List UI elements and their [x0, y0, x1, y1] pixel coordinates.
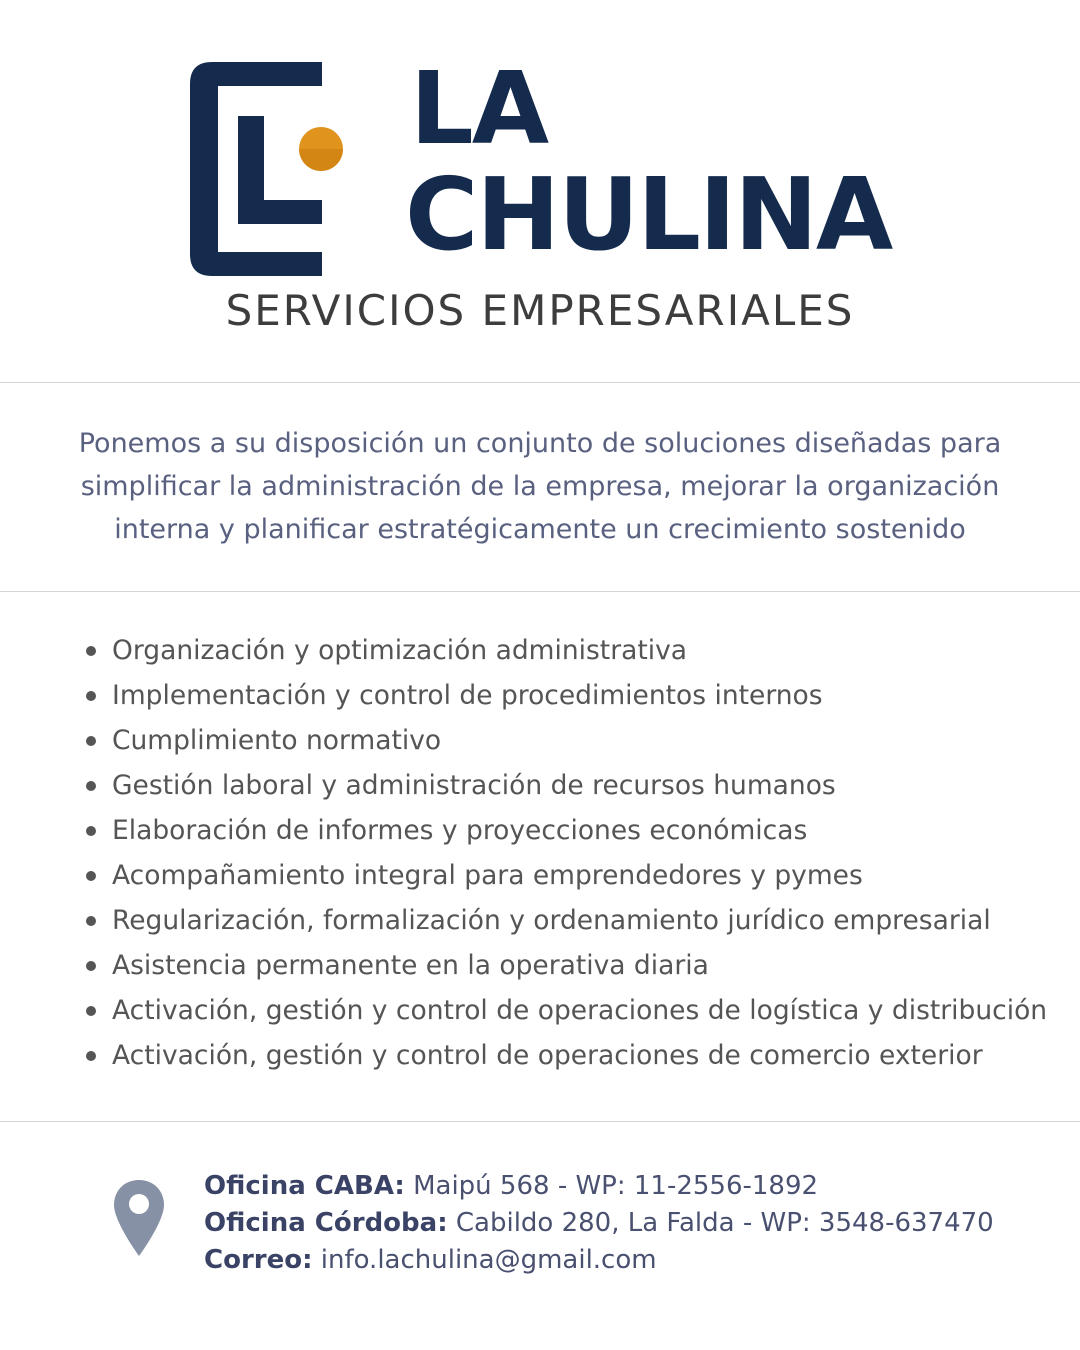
contact-label-caba: Oficina CABA:: [204, 1171, 405, 1201]
contact-row-email: [204, 1242, 994, 1279]
bullet-icon: [86, 781, 96, 791]
divider-top: [0, 382, 1080, 383]
la-chulina-logo-icon: [190, 62, 350, 276]
service-label: Regularización, formalización y ordenamiento jurídico empresarial: [112, 905, 991, 936]
divider-middle: [0, 591, 1080, 592]
service-label: Elaboración de informes y proyecciones económicas: [112, 815, 808, 846]
bullet-icon: [86, 1006, 96, 1016]
contact-value-caba: Maipú 568 - WP: 11-2556-1892: [404, 1171, 819, 1201]
service-label: Acompañamiento integral para emprendedores y pymes: [112, 860, 863, 891]
contact-row-cordoba: [204, 1205, 994, 1242]
brand-name-line2: CHULINA: [405, 156, 892, 273]
list-item: [84, 853, 1047, 898]
list-item: [84, 673, 1047, 718]
bullet-icon: [86, 691, 96, 701]
bullet-icon: [86, 916, 96, 926]
header: [0, 0, 1080, 382]
brand-name-line1: LA: [410, 50, 548, 167]
list-item: [84, 943, 1047, 988]
service-label: Gestión laboral y administración de recursos humanos: [112, 770, 836, 801]
list-item: [84, 628, 1047, 673]
contact-value-email[interactable]: info.lachulina@gmail.com: [312, 1245, 657, 1275]
bullet-icon: [86, 826, 96, 836]
list-item: [84, 718, 1047, 763]
list-item: [84, 898, 1047, 943]
service-label: Activación, gestión y control de operaciones de logística y distribución: [112, 995, 1048, 1026]
bullet-icon: [86, 871, 96, 881]
bullet-icon: [86, 961, 96, 971]
service-label: Organización y optimización administrativa: [112, 635, 688, 666]
services-list: [84, 628, 1047, 1078]
bullet-icon: [86, 646, 96, 656]
intro-paragraph: Ponemos a su disposición un conjunto de soluciones diseñadas para simplificar la administración de la empresa, mejorar la organización interna y planificar estratégicamente un crecimiento sostenido: [78, 428, 1002, 545]
list-item: [84, 808, 1047, 853]
bullet-icon: [86, 736, 96, 746]
location-pin-icon: [112, 1178, 166, 1258]
divider-bottom: [0, 1121, 1080, 1122]
contact-info: [204, 1168, 994, 1279]
service-label: Asistencia permanente en la operativa diaria: [112, 950, 709, 981]
contact-value-cordoba: Cabildo 280, La Falda - WP: 3548-637470: [447, 1208, 994, 1238]
list-item: [84, 988, 1047, 1033]
service-label: Cumplimiento normativo: [112, 725, 442, 756]
contact-label-cordoba: Oficina Córdoba:: [204, 1208, 448, 1238]
contact-label-email: Correo:: [204, 1245, 313, 1275]
contact-row-caba: [204, 1168, 994, 1205]
service-label: Activación, gestión y control de operaciones de comercio exterior: [112, 1040, 983, 1071]
bullet-icon: [86, 1051, 96, 1061]
list-item: [84, 763, 1047, 808]
brand-tagline: SERVICIOS EMPRESARIALES: [225, 286, 855, 335]
list-item: [84, 1033, 1047, 1078]
service-label: Implementación y control de procedimientos internos: [112, 680, 823, 711]
